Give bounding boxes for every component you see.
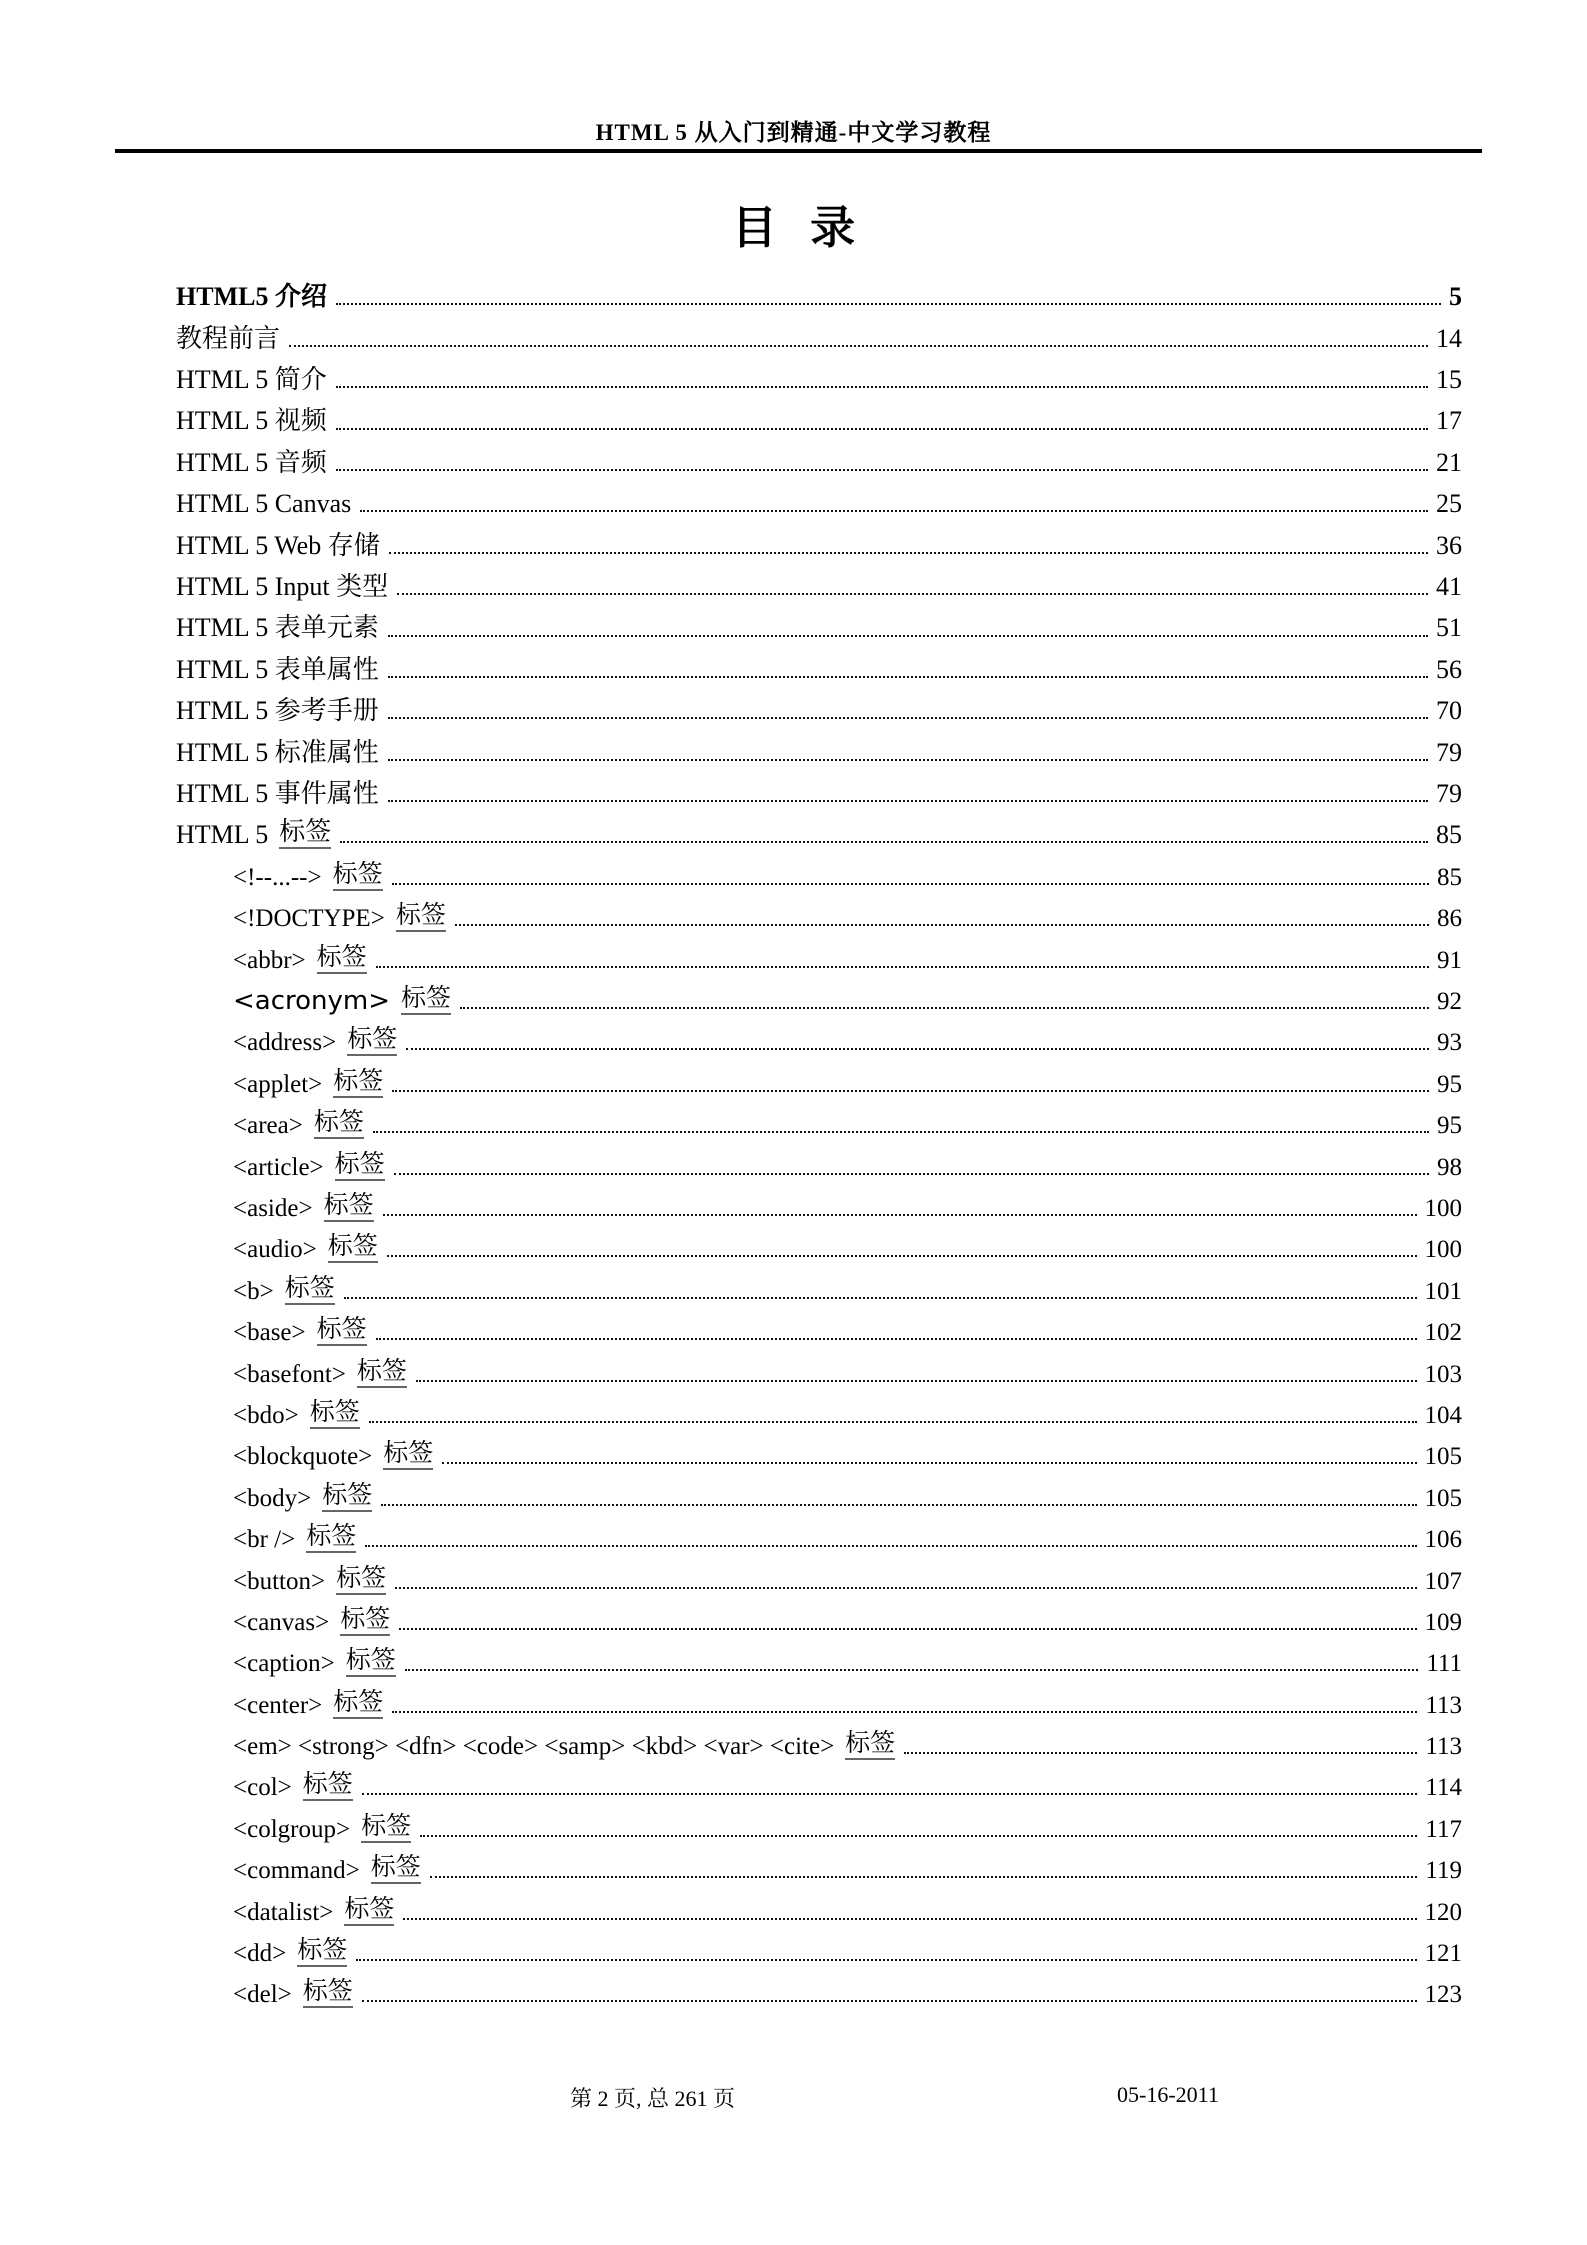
dot-leader (369, 1421, 1417, 1423)
toc-entry[interactable] (176, 974, 1462, 1015)
toc-entry-page: 107 (1424, 1567, 1462, 1595)
toc-entry-page: 91 (1437, 946, 1462, 974)
toc-entry-label: <datalist> (233, 1898, 334, 1926)
toc-entry-link-suffix[interactable]: 标签 (335, 1151, 385, 1181)
toc-entry[interactable] (176, 1636, 1462, 1677)
dot-leader (360, 510, 1428, 512)
toc-entry[interactable] (176, 1015, 1462, 1056)
toc-entry[interactable] (176, 849, 1462, 890)
toc-entry-page: 102 (1424, 1319, 1462, 1347)
toc-entry-label: <abbr> (233, 946, 306, 974)
toc-entry-link-suffix[interactable]: 标签 (346, 1647, 396, 1677)
dot-leader (388, 635, 1428, 637)
toc-entry-label: <basefont> (233, 1360, 346, 1388)
toc-page-title: 目 录 (731, 203, 856, 253)
toc-entry-link-suffix[interactable]: 标签 (845, 1730, 895, 1760)
toc-entry[interactable] (176, 1926, 1462, 1967)
toc-entry-page: 113 (1425, 1733, 1462, 1761)
toc-entry[interactable] (176, 518, 1462, 559)
dot-leader (392, 883, 1429, 885)
document-header-title: HTML 5 从入门到精通-中文学习教程 (595, 120, 992, 145)
toc-entry-link-suffix[interactable]: 标签 (314, 1109, 364, 1139)
toc-entry-page: 56 (1436, 654, 1462, 684)
toc-entry-page: 85 (1436, 820, 1462, 850)
toc-entry-page: 95 (1437, 1112, 1462, 1140)
toc-entry[interactable] (176, 560, 1462, 601)
toc-entry[interactable] (176, 1388, 1462, 1429)
toc-entry-page: 123 (1424, 1981, 1462, 2009)
toc-entry-label: HTML 5 视频 (176, 406, 327, 436)
toc-entry[interactable] (176, 932, 1462, 973)
toc-entry-label: <caption> (233, 1650, 335, 1678)
toc-entry[interactable] (176, 1677, 1462, 1718)
toc-entry-page: 109 (1424, 1608, 1462, 1636)
toc-entry[interactable] (176, 1553, 1462, 1594)
header-rule (115, 149, 1482, 153)
toc-entry-page: 86 (1437, 905, 1462, 933)
toc-entry-link-suffix[interactable]: 标签 (396, 902, 446, 932)
toc-entry-link-suffix[interactable]: 标签 (324, 1192, 374, 1222)
toc-entry-page: 98 (1437, 1153, 1462, 1181)
toc-entry[interactable] (176, 1470, 1462, 1511)
dot-leader (394, 1173, 1429, 1175)
dot-leader (442, 1462, 1416, 1464)
dot-leader (904, 1752, 1417, 1754)
toc-entry-label: <canvas> (233, 1608, 330, 1636)
toc-entry-link-suffix[interactable]: 标签 (297, 1937, 347, 1967)
dot-leader (395, 1587, 1416, 1589)
toc-entry-label: HTML5 介绍 (176, 282, 327, 312)
dot-leader (336, 303, 1441, 305)
toc-entry-page: 100 (1424, 1194, 1462, 1222)
toc-entry[interactable] (176, 1967, 1462, 2008)
toc-entry[interactable] (176, 725, 1462, 766)
toc-entry-page: 79 (1436, 737, 1462, 767)
dot-leader (460, 1007, 1429, 1009)
toc-entry[interactable] (176, 1222, 1462, 1263)
toc-entry-label: <center> (233, 1691, 323, 1719)
toc-entry-link-suffix[interactable]: 标签 (333, 861, 383, 891)
toc-entry-label: <br /> (233, 1526, 296, 1554)
dot-leader (389, 552, 1428, 554)
toc-entry[interactable] (176, 1801, 1462, 1842)
toc-entry-link-suffix[interactable]: 标签 (303, 1978, 353, 2008)
toc-entry-page: 14 (1436, 323, 1462, 353)
toc-entry-label: <acronym> (233, 985, 391, 1016)
toc-entry-link-suffix[interactable]: 标签 (344, 1896, 394, 1926)
toc-entry[interactable] (176, 1719, 1462, 1760)
dot-leader (362, 2000, 1417, 2002)
dot-leader (365, 1545, 1416, 1547)
toc-entry-page: 79 (1436, 779, 1462, 808)
toc-entry-label: HTML 5 Web 存储 (176, 530, 380, 560)
toc-entry-label: HTML 5 表单属性 (176, 654, 379, 684)
toc-entry-label: 教程前言 (176, 323, 281, 353)
toc-entry-page: 85 (1437, 863, 1462, 891)
toc-entry-page: 101 (1424, 1277, 1462, 1305)
toc-entry-label: HTML 5 事件属性 (176, 779, 379, 808)
toc-entry-page: 95 (1437, 1070, 1462, 1098)
toc-entry[interactable] (176, 270, 1462, 311)
toc-entry[interactable] (176, 436, 1462, 477)
dot-leader (430, 1876, 1418, 1878)
dot-leader (362, 1793, 1418, 1795)
toc-entry-page: 106 (1424, 1526, 1462, 1554)
dot-leader (387, 1255, 1417, 1257)
toc-entry-link-suffix[interactable]: 标签 (333, 1068, 383, 1098)
toc-entry-page: 51 (1436, 613, 1462, 643)
toc-entry-link-suffix[interactable]: 标签 (340, 1606, 390, 1636)
toc-entry-page: 5 (1449, 282, 1462, 312)
toc-entry[interactable] (176, 1884, 1462, 1925)
dot-leader (397, 593, 1428, 595)
toc-entry-page: 104 (1424, 1401, 1462, 1429)
toc-entry-page: 120 (1424, 1898, 1462, 1926)
toc-entry-label: <blockquote> (233, 1443, 373, 1471)
toc-entry-link-suffix[interactable]: 标签 (336, 1565, 386, 1595)
toc-entry[interactable] (176, 353, 1462, 394)
dot-leader (388, 717, 1428, 719)
toc-entry-label: <command> (233, 1857, 360, 1885)
toc-entry-page: 117 (1425, 1815, 1462, 1843)
dot-leader (392, 1090, 1429, 1092)
toc-entry-page: 21 (1436, 447, 1462, 477)
toc-entry-page: 15 (1436, 365, 1462, 395)
toc-entry-page: 93 (1437, 1029, 1462, 1057)
toc-entry-page: 111 (1426, 1650, 1462, 1678)
toc-entry[interactable] (176, 1305, 1462, 1346)
dot-leader (388, 676, 1428, 678)
toc-entry-link-suffix[interactable]: 标签 (371, 1854, 421, 1884)
toc-entry-label: <audio> (233, 1236, 317, 1264)
toc-entry[interactable] (176, 1098, 1462, 1139)
toc-entry-label: <colgroup> (233, 1815, 351, 1843)
toc-entry-label: HTML 5 音频 (176, 447, 327, 477)
toc-entry-label: <b> (233, 1277, 274, 1305)
dot-leader (344, 1297, 1417, 1299)
toc-entry[interactable] (176, 1843, 1462, 1884)
toc-entry-label: <area> (233, 1112, 303, 1140)
toc-entry-link-suffix[interactable]: 标签 (279, 818, 331, 849)
toc-entry-label: HTML 5 (176, 820, 269, 850)
toc-entry-page: 70 (1436, 696, 1462, 726)
toc-entry[interactable] (176, 1056, 1462, 1097)
toc-entry-link-suffix[interactable]: 标签 (357, 1358, 407, 1388)
toc-entry[interactable] (176, 891, 1462, 932)
dot-leader (376, 966, 1429, 968)
dot-leader (356, 1959, 1416, 1961)
toc-entry-label: HTML 5 标准属性 (176, 737, 379, 767)
toc-entry[interactable] (176, 1181, 1462, 1222)
toc-entry-page: 119 (1425, 1857, 1462, 1885)
toc-entry-label: <dd> (233, 1940, 287, 1968)
dot-leader (392, 1711, 1417, 1713)
toc-entry[interactable] (176, 394, 1462, 435)
toc-entry-page: 17 (1436, 406, 1462, 436)
dot-leader (336, 469, 1428, 471)
dot-leader (376, 1338, 1417, 1340)
toc-entry-label: <body> (233, 1484, 312, 1512)
toc-entry-label: <button> (233, 1567, 326, 1595)
toc-entry-link-suffix[interactable]: 标签 (347, 1026, 397, 1056)
toc-entry-label: <applet> (233, 1070, 323, 1098)
toc-entry[interactable] (176, 1429, 1462, 1470)
toc-entry-link-suffix[interactable]: 标签 (333, 1689, 383, 1719)
toc-entry[interactable] (176, 1512, 1462, 1553)
toc-entry-link-suffix[interactable]: 标签 (322, 1482, 372, 1512)
toc-entry-page: 114 (1425, 1774, 1462, 1802)
toc-entry-page: 121 (1424, 1940, 1462, 1968)
toc-entry-page: 36 (1436, 530, 1462, 560)
footer-page-info: 第 2 页, 总 261 页 (570, 2086, 736, 2111)
toc-entry-label: HTML 5 简介 (176, 365, 327, 395)
toc-entry-label: <article> (233, 1153, 324, 1181)
toc-entry-link-suffix[interactable]: 标签 (317, 1316, 367, 1346)
toc-entry-label: HTML 5 Input 类型 (176, 572, 389, 602)
toc-entry-page: 100 (1424, 1236, 1462, 1264)
toc-entry[interactable] (176, 808, 1462, 849)
dot-leader (336, 428, 1428, 430)
dot-leader (406, 1048, 1429, 1050)
toc-entry-label: HTML 5 表单元素 (176, 613, 379, 643)
toc-entry[interactable] (176, 1139, 1462, 1180)
dot-leader (336, 386, 1428, 388)
toc-entry[interactable] (176, 1346, 1462, 1387)
toc-entry-page: 113 (1425, 1691, 1462, 1719)
dot-leader (403, 1918, 1416, 1920)
dot-leader (420, 1835, 1417, 1837)
toc-entry-label: <bdo> (233, 1401, 299, 1429)
toc-entry[interactable] (176, 1760, 1462, 1801)
dot-leader (289, 345, 1428, 347)
toc-entry[interactable] (176, 311, 1462, 352)
toc-entry[interactable] (176, 1263, 1462, 1304)
dot-leader (373, 1131, 1429, 1133)
toc-entry-page: 92 (1437, 988, 1462, 1016)
toc-entry-label: <em> <strong> <dfn> <code> <samp> <kbd> <var> <cite> (233, 1733, 835, 1761)
toc-entry-page: 25 (1436, 489, 1462, 519)
toc-entry[interactable] (176, 767, 1462, 808)
toc-entry-link-suffix[interactable]: 标签 (317, 944, 367, 974)
toc-entry-label: HTML 5 Canvas (176, 489, 352, 519)
toc-entry-link-suffix[interactable]: 标签 (401, 985, 451, 1015)
toc-entry[interactable] (176, 1595, 1462, 1636)
toc-entry-page: 103 (1424, 1360, 1462, 1388)
toc-entry[interactable] (176, 601, 1462, 642)
footer-date: 05-16-2011 (1117, 2082, 1219, 2107)
toc-entry[interactable] (176, 477, 1462, 518)
toc-entry-label: <base> (233, 1319, 306, 1347)
toc-entry-page: 105 (1424, 1443, 1462, 1471)
toc-entry-label: HTML 5 参考手册 (176, 696, 379, 726)
dot-leader (388, 800, 1428, 802)
dot-leader (381, 1504, 1416, 1506)
dot-leader (405, 1669, 1419, 1671)
dot-leader (399, 1628, 1416, 1630)
toc-entry-link-suffix[interactable]: 标签 (306, 1523, 356, 1553)
toc-entry-page: 105 (1424, 1484, 1462, 1512)
toc-entry-link-suffix[interactable]: 标签 (328, 1233, 378, 1263)
toc-list (176, 270, 1462, 2008)
toc-entry-label: <!DOCTYPE> (233, 905, 385, 933)
toc-entry-link-suffix[interactable]: 标签 (310, 1399, 360, 1429)
toc-entry-label: <col> (233, 1774, 292, 1802)
toc-entry-link-suffix[interactable]: 标签 (285, 1275, 335, 1305)
dot-leader (340, 841, 1428, 843)
dot-leader (388, 759, 1428, 761)
dot-leader (416, 1380, 1417, 1382)
toc-entry[interactable] (176, 643, 1462, 684)
dot-leader (383, 1214, 1417, 1216)
toc-entry-page: 41 (1436, 572, 1462, 602)
toc-entry-label: <!--...--> (233, 863, 322, 891)
toc-entry-label: <del> (233, 1981, 292, 2009)
toc-entry-link-suffix[interactable]: 标签 (383, 1440, 433, 1470)
toc-entry-label: <address> (233, 1029, 337, 1057)
toc-entry-label: <aside> (233, 1194, 313, 1222)
toc-entry-link-suffix[interactable]: 标签 (303, 1771, 353, 1801)
toc-entry-link-suffix[interactable]: 标签 (361, 1813, 411, 1843)
toc-entry[interactable] (176, 684, 1462, 725)
dot-leader (455, 924, 1429, 926)
